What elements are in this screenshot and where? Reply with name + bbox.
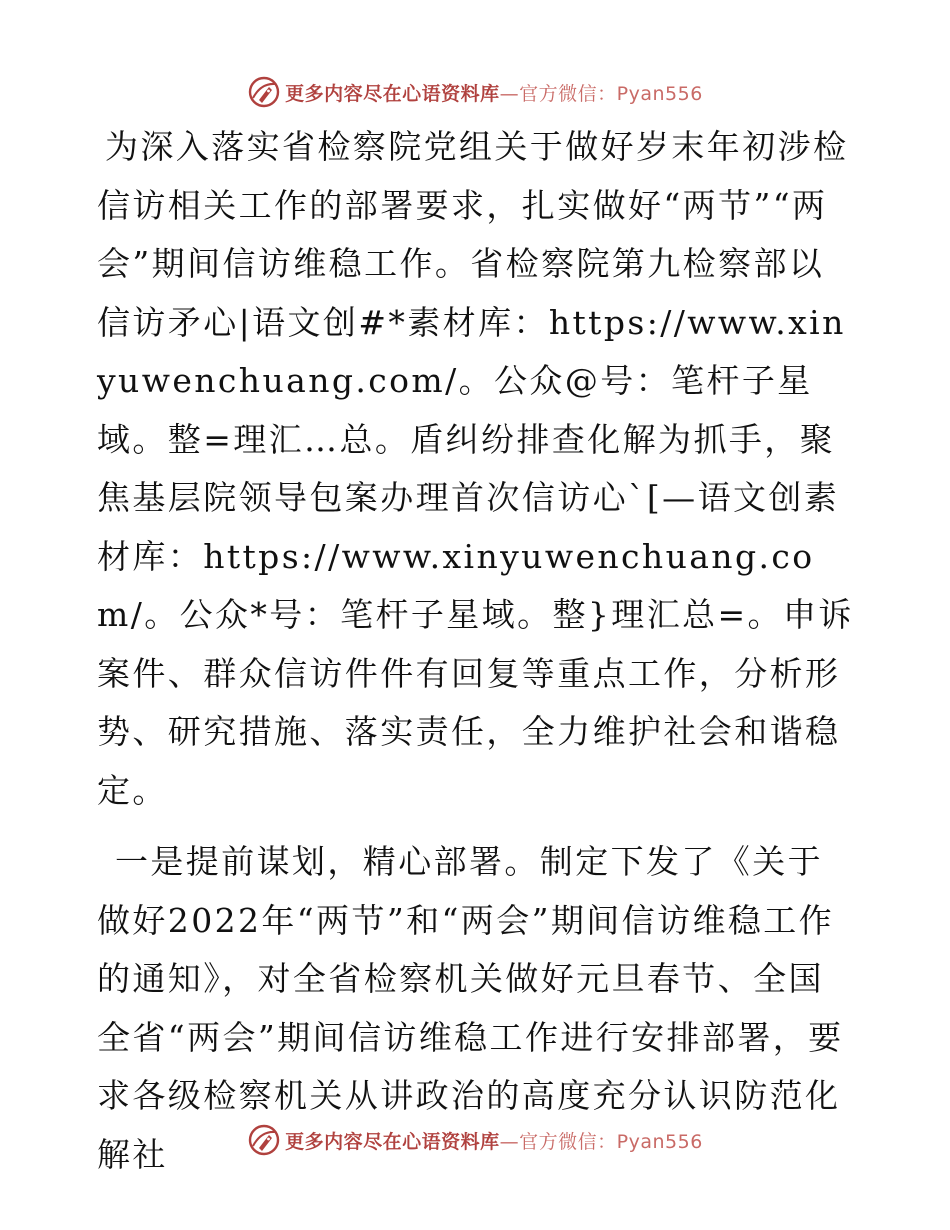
pen-nib-logo-icon — [247, 1123, 281, 1157]
pen-nib-logo-icon — [247, 75, 281, 109]
watermark-sub-text: —官方微信：Pyan556 — [499, 1130, 703, 1153]
paragraph-intro: 为深入落实省检察院党组关于做好岁末年初涉检信访相关工作的部署要求，扎实做好“两节”“两会”期间信访维稳工作。省检察院第九检察部以信访矛心|语文创#*素材库：https://www.xinyuwenchuang.com/。公众@号：笔杆子星域。整=理汇…总。盾纠纷排查化解为抓手，聚焦基层院领导包案办理首次信访心`[—语文创素材库：https://www.xinyuwenchuang.com/。公众*号：笔杆子星域。整}理汇总=。申诉案件、群众信访件件有回复等重点工作，分析形势、研究措施、落实责任，全力维护社会和谐稳定。 — [97, 127, 854, 810]
header-watermark — [0, 72, 950, 112]
document-body — [97, 118, 857, 1184]
watermark-sub-text: —官方微信：Pyan556 — [499, 82, 703, 105]
paragraph-point-one: 一是提前谋划，精心部署。制定下发了《关于做好2022年“两节”和“两会”期间信访维稳工作的通知》，对全省检察机关做好元旦春节、全国全省“两会”期间信访维稳工作进行安排部署，要求各级检察机关从讲政治的高度充分认识防范化解社 — [97, 842, 844, 1174]
watermark-main-text: 更多内容尽在心语资料库 — [285, 82, 500, 105]
watermark-main-text: 更多内容尽在心语资料库 — [285, 1130, 500, 1153]
footer-watermark — [0, 1120, 950, 1160]
